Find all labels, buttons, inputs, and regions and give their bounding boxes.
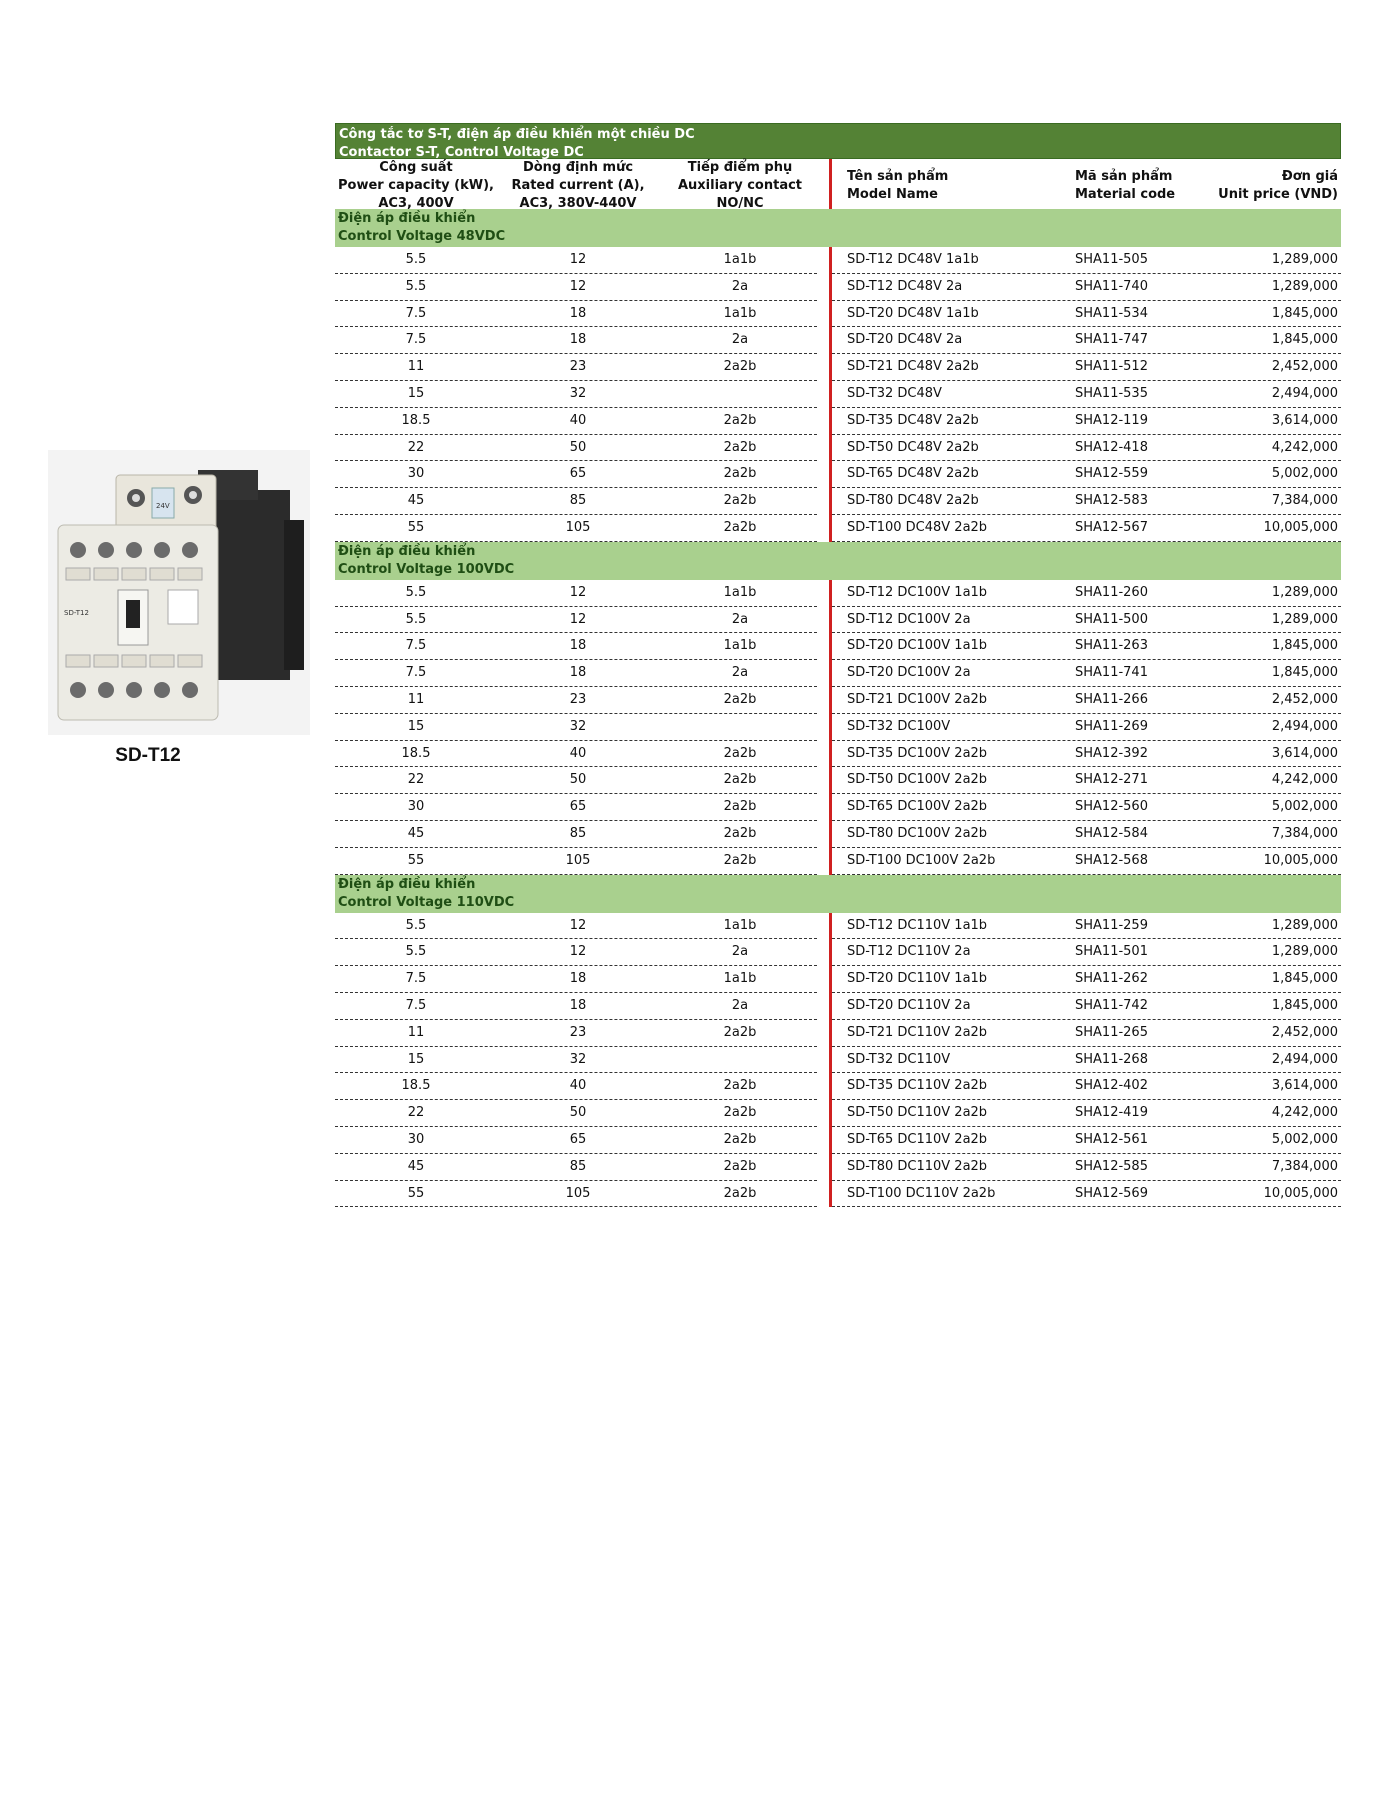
cell-price: 1,289,000 [1271,584,1338,600]
cell-code: SHA12-585 [1075,1158,1148,1174]
table-row [335,687,1341,714]
price-table [335,123,1341,1207]
cell-power: 15 [407,1051,425,1067]
cell-current: 40 [569,745,587,761]
cell-power: 11 [407,359,425,375]
cell-price: 1,845,000 [1271,665,1338,681]
cell-code: SHA12-583 [1075,493,1148,509]
header-code: Mã sản phẩm Material code [1075,169,1176,202]
cell-model: SD-T35 DC48V 2a2b [847,412,979,428]
cell-aux: 2a2b [723,772,757,788]
table-row [335,301,1341,328]
column-divider [829,159,832,209]
cell-model: SD-T20 DC48V 2a [847,332,963,348]
cell-aux: 1a1b [723,638,757,654]
table-row [335,381,1341,408]
table-row [335,821,1341,848]
cell-current: 32 [569,385,587,401]
cell-power: 7.5 [405,305,427,321]
cell-aux: 2a2b [723,1105,757,1121]
table-body [335,209,1341,1207]
cell-aux: 2a2b [723,1024,757,1040]
row-separator [832,874,1341,875]
cell-aux: 1a1b [723,971,757,987]
cell-aux: 2a2b [723,1158,757,1174]
cell-power: 7.5 [405,997,427,1013]
coil-voltage-label: 24V [156,502,170,510]
section-label-en: Control Voltage 100VDC [338,561,515,577]
table-row [335,767,1341,794]
cell-current: 12 [569,944,587,960]
cell-model: SD-T100 DC48V 2a2b [847,519,988,535]
cell-power: 7.5 [405,332,427,348]
section-label-vi: Điện áp điều khiển [338,543,476,559]
cell-price: 1,845,000 [1271,971,1338,987]
table-row [335,1020,1341,1047]
cell-price: 2,494,000 [1271,385,1338,401]
cell-code: SHA11-269 [1075,718,1148,734]
cell-price: 4,242,000 [1271,772,1338,788]
cell-current: 18 [569,332,587,348]
table-title-vi: Công tắc tơ S-T, điện áp điều khiển một chiều DC [339,127,695,142]
header-price: Đơn giá Unit price (VND) [1218,169,1338,202]
cell-model: SD-T12 DC48V 1a1b [847,252,979,267]
cell-price: 2,452,000 [1271,691,1338,707]
cell-model: SD-T65 DC110V 2a2b [847,1131,988,1147]
table-row [335,1154,1341,1181]
cell-code: SHA11-747 [1075,332,1148,348]
section-label-en: Control Voltage 48VDC [338,229,506,244]
cell-model: SD-T12 DC100V 2a [847,611,971,627]
cell-current: 40 [569,412,587,428]
cell-model: SD-T21 DC110V 2a2b [847,1024,988,1040]
cell-price: 1,845,000 [1271,305,1338,321]
cell-code: SHA11-262 [1075,971,1148,987]
cell-code: SHA12-271 [1075,772,1148,788]
table-title-bar [335,123,1341,159]
cell-code: SHA11-740 [1075,278,1148,294]
cell-code: SHA12-402 [1075,1078,1148,1094]
row-separator [335,874,817,875]
cell-current: 12 [569,584,587,600]
table-row [335,939,1341,966]
cell-current: 105 [565,852,591,868]
cell-power: 15 [407,718,425,734]
cell-code: SHA11-268 [1075,1051,1148,1067]
section-rows [335,913,1341,1208]
cell-power: 7.5 [405,638,427,654]
cell-power: 22 [407,772,425,788]
cell-current: 85 [569,825,587,841]
cell-aux: 2a2b [723,359,757,375]
cell-code: SHA11-265 [1075,1024,1148,1040]
cell-model: SD-T50 DC48V 2a2b [847,439,979,455]
section-header [335,875,1341,913]
cell-code: SHA12-567 [1075,519,1148,535]
cell-code: SHA11-263 [1075,638,1148,654]
cell-model: SD-T12 DC48V 2a [847,278,963,294]
cell-price: 2,452,000 [1271,359,1338,375]
cell-code: SHA11-259 [1075,917,1148,933]
section-label-vi: Điện áp điều khiển [338,211,476,226]
cell-price: 4,242,000 [1271,1105,1338,1121]
table-row [335,580,1341,607]
cell-model: SD-T21 DC100V 2a2b [847,691,988,707]
cell-aux: 2a [731,665,749,681]
cell-code: SHA11-741 [1075,665,1148,681]
cell-power: 55 [407,1185,425,1201]
table-row [335,1047,1341,1074]
cell-price: 5,002,000 [1271,799,1338,815]
cell-model: SD-T32 DC48V [847,385,942,401]
cell-aux: 2a2b [723,1185,757,1201]
section-rows [335,580,1341,875]
table-row [335,247,1341,274]
cell-aux: 2a [731,611,749,627]
cell-price: 3,614,000 [1271,412,1338,428]
row-separator [335,1206,817,1207]
header-model: Tên sản phẩm Model Name [847,169,949,202]
section-header [335,542,1341,580]
cell-aux: 2a2b [723,745,757,761]
cell-price: 1,289,000 [1271,278,1338,294]
cell-price: 1,845,000 [1271,997,1338,1013]
cell-code: SHA12-419 [1075,1105,1148,1121]
cell-aux: 2a2b [723,439,757,455]
cell-price: 10,005,000 [1263,1185,1338,1201]
cell-current: 23 [569,1024,587,1040]
cell-model: SD-T100 DC110V 2a2b [847,1185,996,1201]
cell-current: 18 [569,997,587,1013]
cell-current: 32 [569,718,587,734]
table-row [335,633,1341,660]
table-row [335,1100,1341,1127]
table-row [335,327,1341,354]
cell-model: SD-T100 DC100V 2a2b [847,852,996,868]
cell-aux: 1a1b [723,917,757,933]
cell-model: SD-T20 DC48V 1a1b [847,305,979,321]
cell-power: 45 [407,825,425,841]
table-row [335,794,1341,821]
cell-price: 1,289,000 [1271,917,1338,933]
cell-aux: 2a2b [723,519,757,535]
cell-code: SHA11-512 [1075,359,1148,375]
cell-current: 23 [569,691,587,707]
cell-current: 18 [569,665,587,681]
cell-model: SD-T80 DC110V 2a2b [847,1158,988,1174]
cell-code: SHA11-501 [1075,944,1148,960]
cell-current: 23 [569,359,587,375]
cell-current: 105 [565,519,591,535]
table-row [335,714,1341,741]
table-row [335,1127,1341,1154]
cell-code: SHA12-584 [1075,825,1148,841]
cell-aux: 2a2b [723,1131,757,1147]
cell-aux: 2a [731,278,749,294]
table-row [335,993,1341,1020]
table-row [335,435,1341,462]
cell-aux: 1a1b [723,305,757,321]
table-row [335,913,1341,940]
cell-power: 18.5 [401,745,431,761]
cell-aux: 1a1b [723,584,757,600]
cell-current: 32 [569,1051,587,1067]
cell-price: 5,002,000 [1271,466,1338,482]
cell-current: 65 [569,1131,587,1147]
cell-model: SD-T20 DC100V 2a [847,665,971,681]
product-image [48,450,310,735]
cell-price: 1,289,000 [1271,944,1338,960]
cell-model: SD-T50 DC110V 2a2b [847,1105,988,1121]
cell-model: SD-T65 DC48V 2a2b [847,466,979,482]
cell-price: 1,845,000 [1271,638,1338,654]
cell-power: 5.5 [405,917,427,933]
cell-aux: 2a [731,944,749,960]
section-label-en: Control Voltage 110VDC [338,894,515,910]
cell-code: SHA11-266 [1075,691,1148,707]
cell-power: 15 [407,385,425,401]
cell-price: 3,614,000 [1271,1078,1338,1094]
cell-current: 40 [569,1078,587,1094]
cell-price: 5,002,000 [1271,1131,1338,1147]
section-label-vi: Điện áp điều khiển [338,876,476,892]
cell-code: SHA12-559 [1075,466,1148,482]
table-row [335,741,1341,768]
cell-power: 22 [407,439,425,455]
table-row [335,515,1341,542]
cell-model: SD-T80 DC100V 2a2b [847,825,988,841]
cell-model: SD-T20 DC110V 2a [847,997,971,1013]
cell-power: 18.5 [401,412,431,428]
cell-model: SD-T21 DC48V 2a2b [847,359,979,375]
body-model-label: SD-T12 [64,609,89,617]
cell-model: SD-T12 DC100V 1a1b [847,584,988,600]
cell-current: 18 [569,638,587,654]
cell-power: 30 [407,799,425,815]
cell-model: SD-T35 DC100V 2a2b [847,745,988,761]
cell-aux: 2a2b [723,852,757,868]
cell-power: 5.5 [405,584,427,600]
header-aux: Tiếp điểm phụ Auxiliary contact NO/NC [677,160,803,211]
column-headers [335,159,1341,209]
table-row [335,461,1341,488]
cell-power: 11 [407,1024,425,1040]
cell-model: SD-T32 DC100V [847,718,951,734]
product-caption: SD-T12 [115,745,181,766]
table-row [335,408,1341,435]
cell-current: 12 [569,611,587,627]
cell-power: 5.5 [405,611,427,627]
cell-code: SHA11-260 [1075,584,1148,600]
cell-power: 7.5 [405,971,427,987]
table-title-en: Contactor S-T, Control Voltage DC [339,145,584,160]
table-row [335,607,1341,634]
cell-model: SD-T12 DC110V 1a1b [847,917,988,933]
cell-price: 1,845,000 [1271,332,1338,348]
table-row [335,1073,1341,1100]
row-separator [832,1206,1341,1207]
cell-power: 11 [407,691,425,707]
cell-price: 2,452,000 [1271,1024,1338,1040]
cell-power: 5.5 [405,252,427,267]
cell-aux: 2a2b [723,799,757,815]
cell-aux: 2a [731,997,749,1013]
table-row [335,354,1341,381]
table-row [335,274,1341,301]
cell-current: 12 [569,278,587,294]
cell-current: 50 [569,439,587,455]
cell-current: 18 [569,305,587,321]
cell-code: SHA12-119 [1075,412,1148,428]
cell-code: SHA12-560 [1075,799,1148,815]
cell-current: 65 [569,466,587,482]
cell-model: SD-T65 DC100V 2a2b [847,799,988,815]
cell-model: SD-T20 DC110V 1a1b [847,971,988,987]
cell-aux: 2a2b [723,691,757,707]
cell-code: SHA11-534 [1075,305,1148,321]
cell-code: SHA12-569 [1075,1185,1148,1201]
cell-price: 2,494,000 [1271,718,1338,734]
cell-aux: 2a2b [723,825,757,841]
cell-current: 50 [569,1105,587,1121]
cell-model: SD-T12 DC110V 2a [847,944,971,960]
cell-code: SHA11-742 [1075,997,1148,1013]
table-row [335,848,1341,875]
cell-power: 55 [407,852,425,868]
cell-model: SD-T80 DC48V 2a2b [847,493,979,509]
cell-code: SHA11-505 [1075,252,1148,267]
cell-code: SHA12-568 [1075,852,1148,868]
table-row [335,660,1341,687]
cell-power: 45 [407,1158,425,1174]
cell-power: 5.5 [405,944,427,960]
cell-price: 2,494,000 [1271,1051,1338,1067]
cell-current: 50 [569,772,587,788]
cell-aux: 2a2b [723,493,757,509]
cell-price: 7,384,000 [1271,825,1338,841]
cell-aux: 2a2b [723,466,757,482]
row-separator [335,541,817,542]
cell-current: 12 [569,917,587,933]
table-row [335,1181,1341,1208]
cell-power: 30 [407,466,425,482]
cell-aux: 2a [731,332,749,348]
cell-code: SHA11-535 [1075,385,1148,401]
cell-price: 7,384,000 [1271,493,1338,509]
cell-code: SHA12-392 [1075,745,1148,761]
cell-code: SHA12-418 [1075,439,1148,455]
cell-aux: 2a2b [723,1078,757,1094]
cell-current: 105 [565,1185,591,1201]
cell-price: 7,384,000 [1271,1158,1338,1174]
cell-model: SD-T35 DC110V 2a2b [847,1078,988,1094]
cell-price: 1,289,000 [1271,252,1338,267]
cell-price: 1,289,000 [1271,611,1338,627]
cell-power: 18.5 [401,1078,431,1094]
cell-current: 85 [569,1158,587,1174]
cell-power: 30 [407,1131,425,1147]
row-separator [832,541,1341,542]
cell-model: SD-T50 DC100V 2a2b [847,772,988,788]
cell-current: 18 [569,971,587,987]
cell-power: 22 [407,1105,425,1121]
cell-power: 7.5 [405,665,427,681]
cell-current: 65 [569,799,587,815]
header-power: Công suất Power capacity (kW), AC3, 400V [338,160,494,211]
cell-code: SHA12-561 [1075,1131,1148,1147]
cell-aux: 1a1b [723,252,757,267]
cell-price: 10,005,000 [1263,519,1338,535]
cell-aux: 2a2b [723,412,757,428]
table-row [335,488,1341,515]
cell-code: SHA11-500 [1075,611,1148,627]
cell-price: 4,242,000 [1271,439,1338,455]
cell-power: 45 [407,493,425,509]
cell-current: 12 [569,252,587,267]
cell-price: 3,614,000 [1271,745,1338,761]
cell-model: SD-T32 DC110V [847,1051,951,1067]
cell-price: 10,005,000 [1263,852,1338,868]
header-current: Dòng định mức Rated current (A), AC3, 380V-440V [511,160,645,211]
cell-power: 55 [407,519,425,535]
cell-current: 85 [569,493,587,509]
section-rows [335,247,1341,542]
cell-power: 5.5 [405,278,427,294]
table-row [335,966,1341,993]
cell-model: SD-T20 DC100V 1a1b [847,638,988,654]
